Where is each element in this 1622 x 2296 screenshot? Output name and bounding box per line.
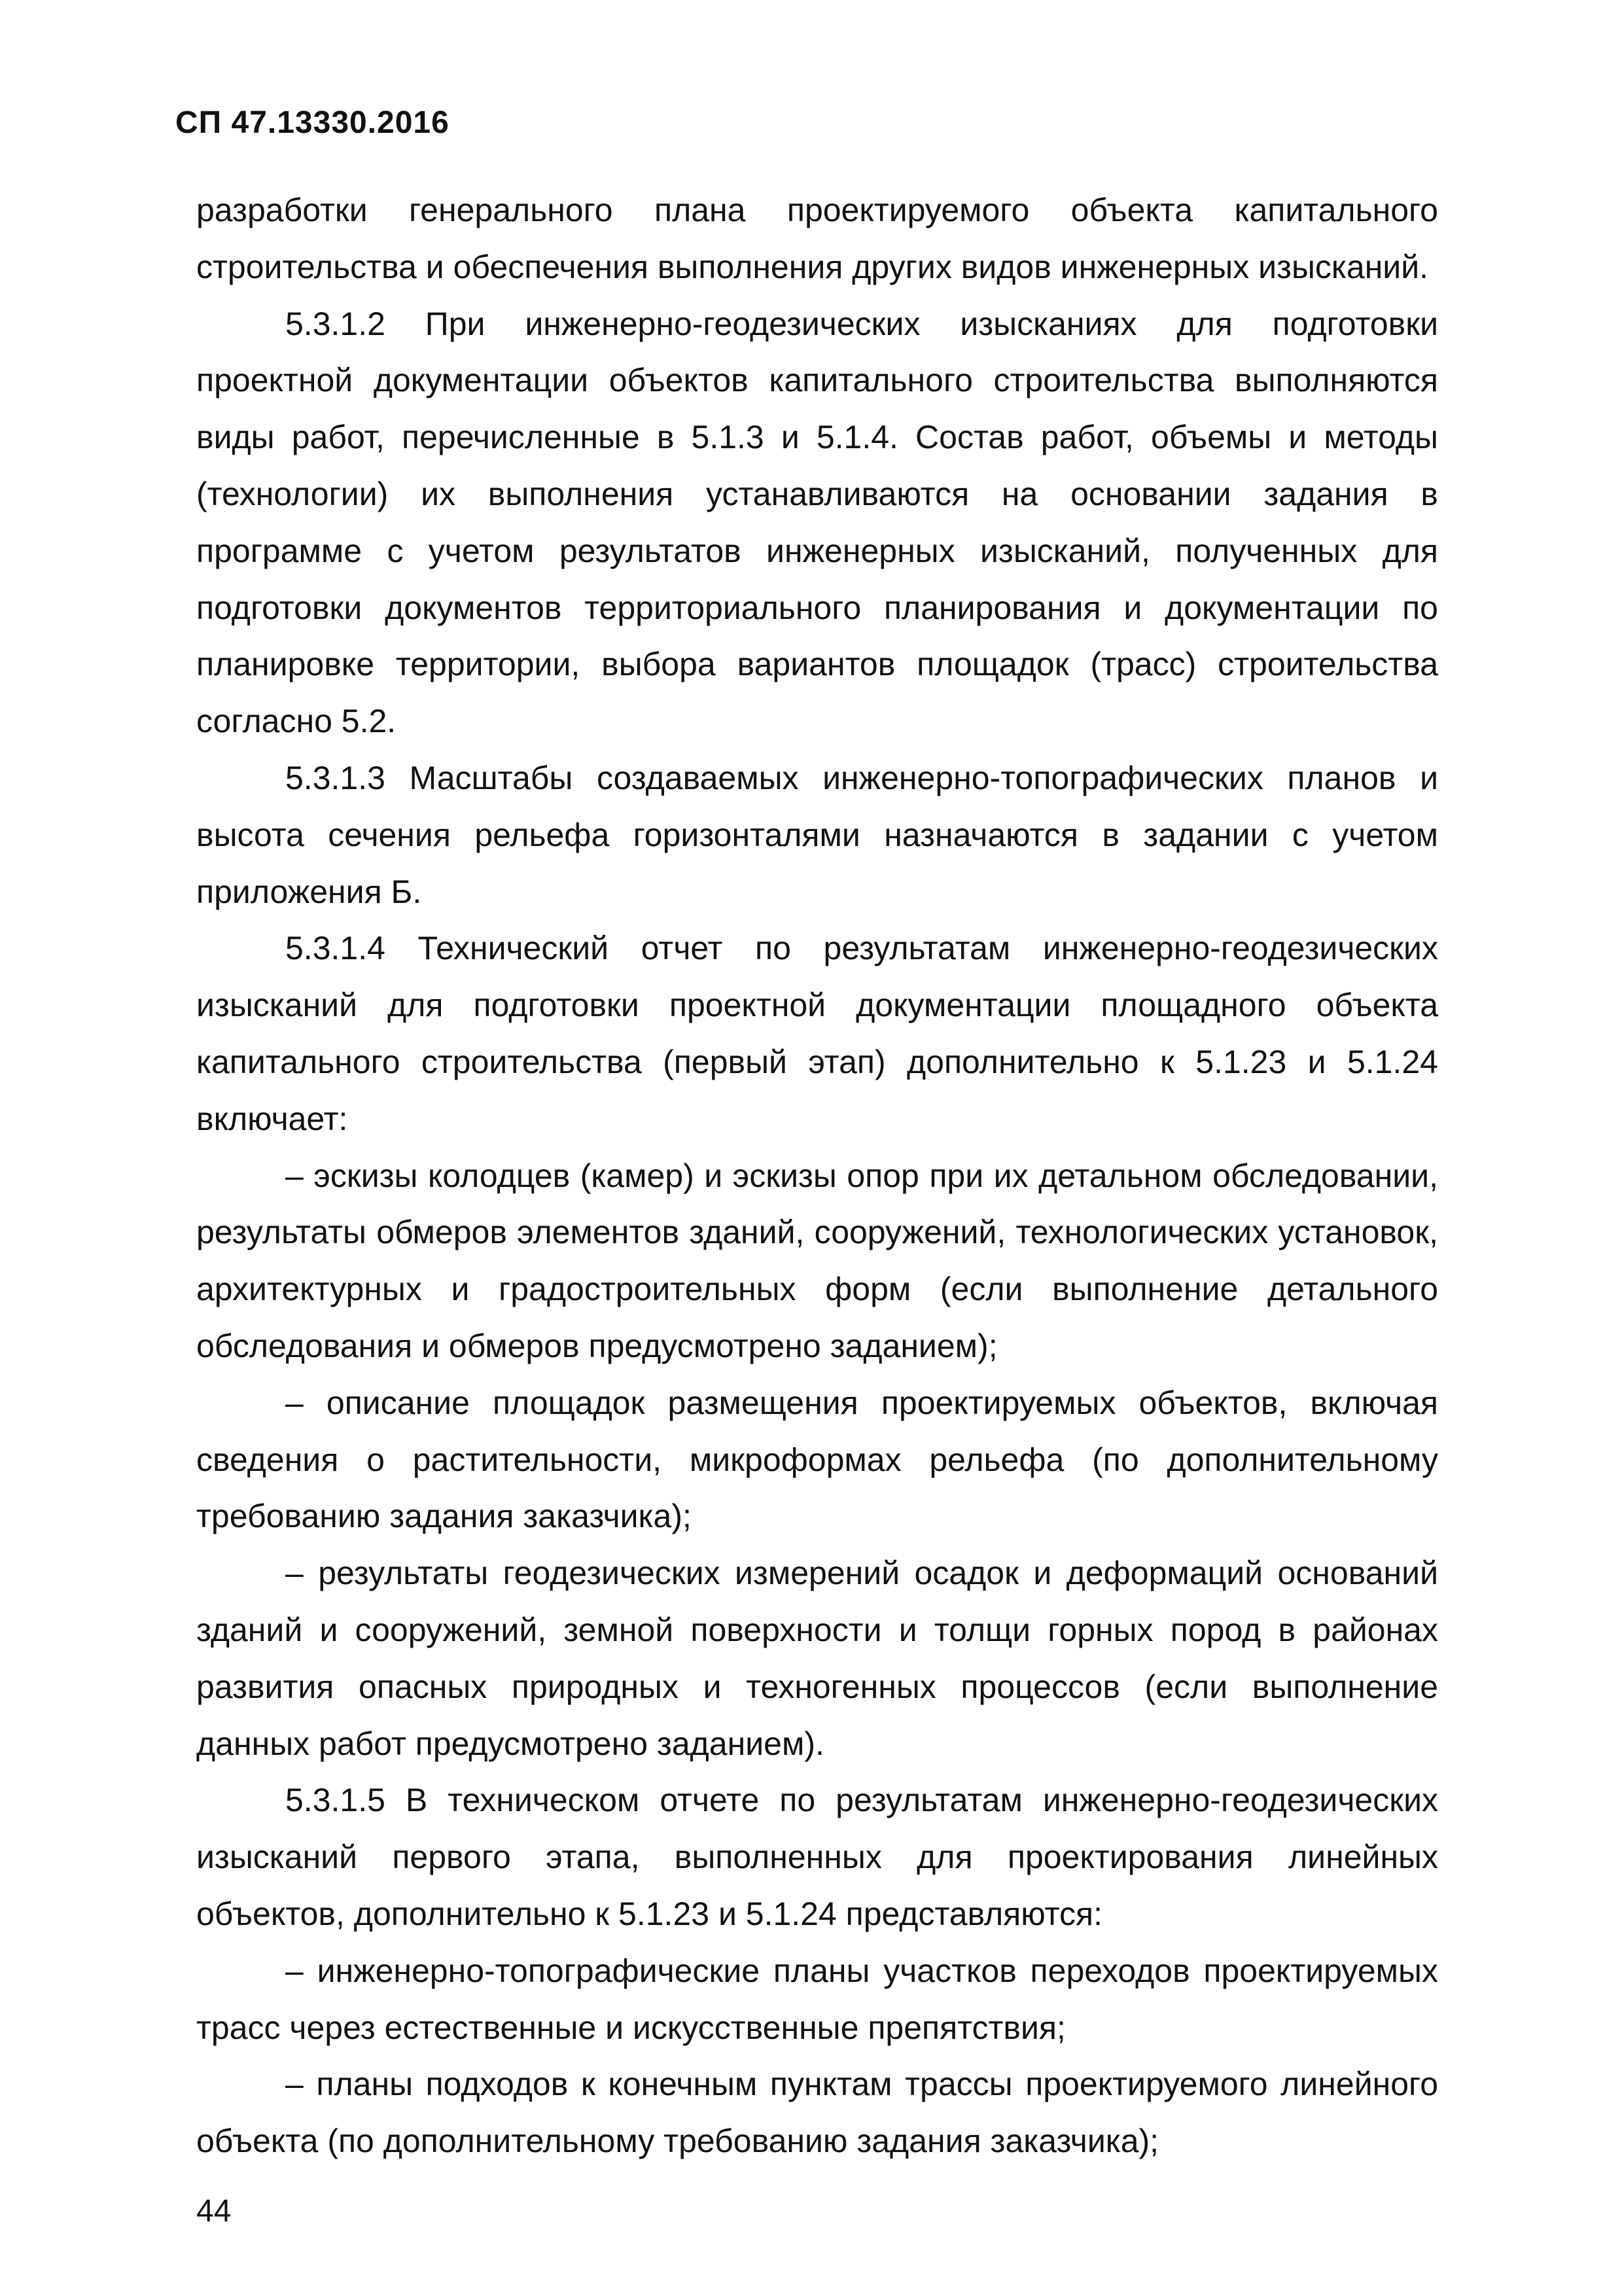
paragraph-5-3-1-2: 5.3.1.2 При инженерно-геодезических изысканиях для подготовки проектной документации объектов капитального строительства выполняются виды работ, перечисленные в 5.1.3 и 5.1.4. Состав работ, объемы и методы (технологии) их выполнения устанавливаются на основании задания в программе с учетом результатов инженерных изысканий, полученных для подготовки документов территориального планирования и документации по планировке территории, выбора вариантов площадок (трасс) строительства согласно 5.2. [196, 305, 1438, 740]
paragraph-continuation: разработки генерального плана проектируемого объекта капитального строительства и обеспечения выполнения других видов инженерных изысканий. [196, 192, 1438, 285]
paragraph-5-3-1-5: 5.3.1.5 В техническом отчете по результатам инженерно-геодезических изысканий первого этапа, выполненных для проектирования линейных объектов, дополнительно к 5.1.23 и 5.1.24 представляются: [196, 1782, 1438, 1932]
list-item: – результаты геодезических измерений осадок и деформаций оснований зданий и сооружений, земной поверхности и толщи горных пород в районах развития опасных природных и техногенных процессов (если выполнение данных работ предусмотрено заданием). [196, 1555, 1438, 1762]
document-code-header: СП 47.13330.2016 [175, 105, 450, 140]
list-item: – описание площадок размещения проектируемых объектов, включая сведения о растительности, микроформах рельефа (по дополнительному требованию задания заказчика); [196, 1384, 1438, 1535]
list-item: – эскизы колодцев (камер) и эскизы опор при их детальном обследовании, результаты обмеров элементов зданий, сооружений, технологических установок, архитектурных и градостроительных форм (если выполнение детального обследования и обмеров предусмотрено заданием); [196, 1157, 1438, 1364]
document-body [196, 182, 1438, 2170]
paragraph-5-3-1-4: 5.3.1.4 Технический отчет по результатам инженерно-геодезических изысканий для подготовки проектной документации площадного объекта капитального строительства (первый этап) дополнительно к 5.1.23 и 5.1.24 включает: [196, 930, 1438, 1137]
paragraph-5-3-1-3: 5.3.1.3 Масштабы создаваемых инженерно-топографических планов и высота сечения рельефа горизонталями назначаются в задании с учетом приложения Б. [196, 759, 1438, 910]
page-number: 44 [196, 2194, 232, 2229]
list-item: – планы подходов к конечным пунктам трассы проектируемого линейного объекта (по дополнительному требованию задания заказчика); [196, 2066, 1438, 2160]
list-item: – инженерно-топографические планы участков переходов проектируемых трасс через естественные и искусственные препятствия; [196, 1952, 1438, 2046]
